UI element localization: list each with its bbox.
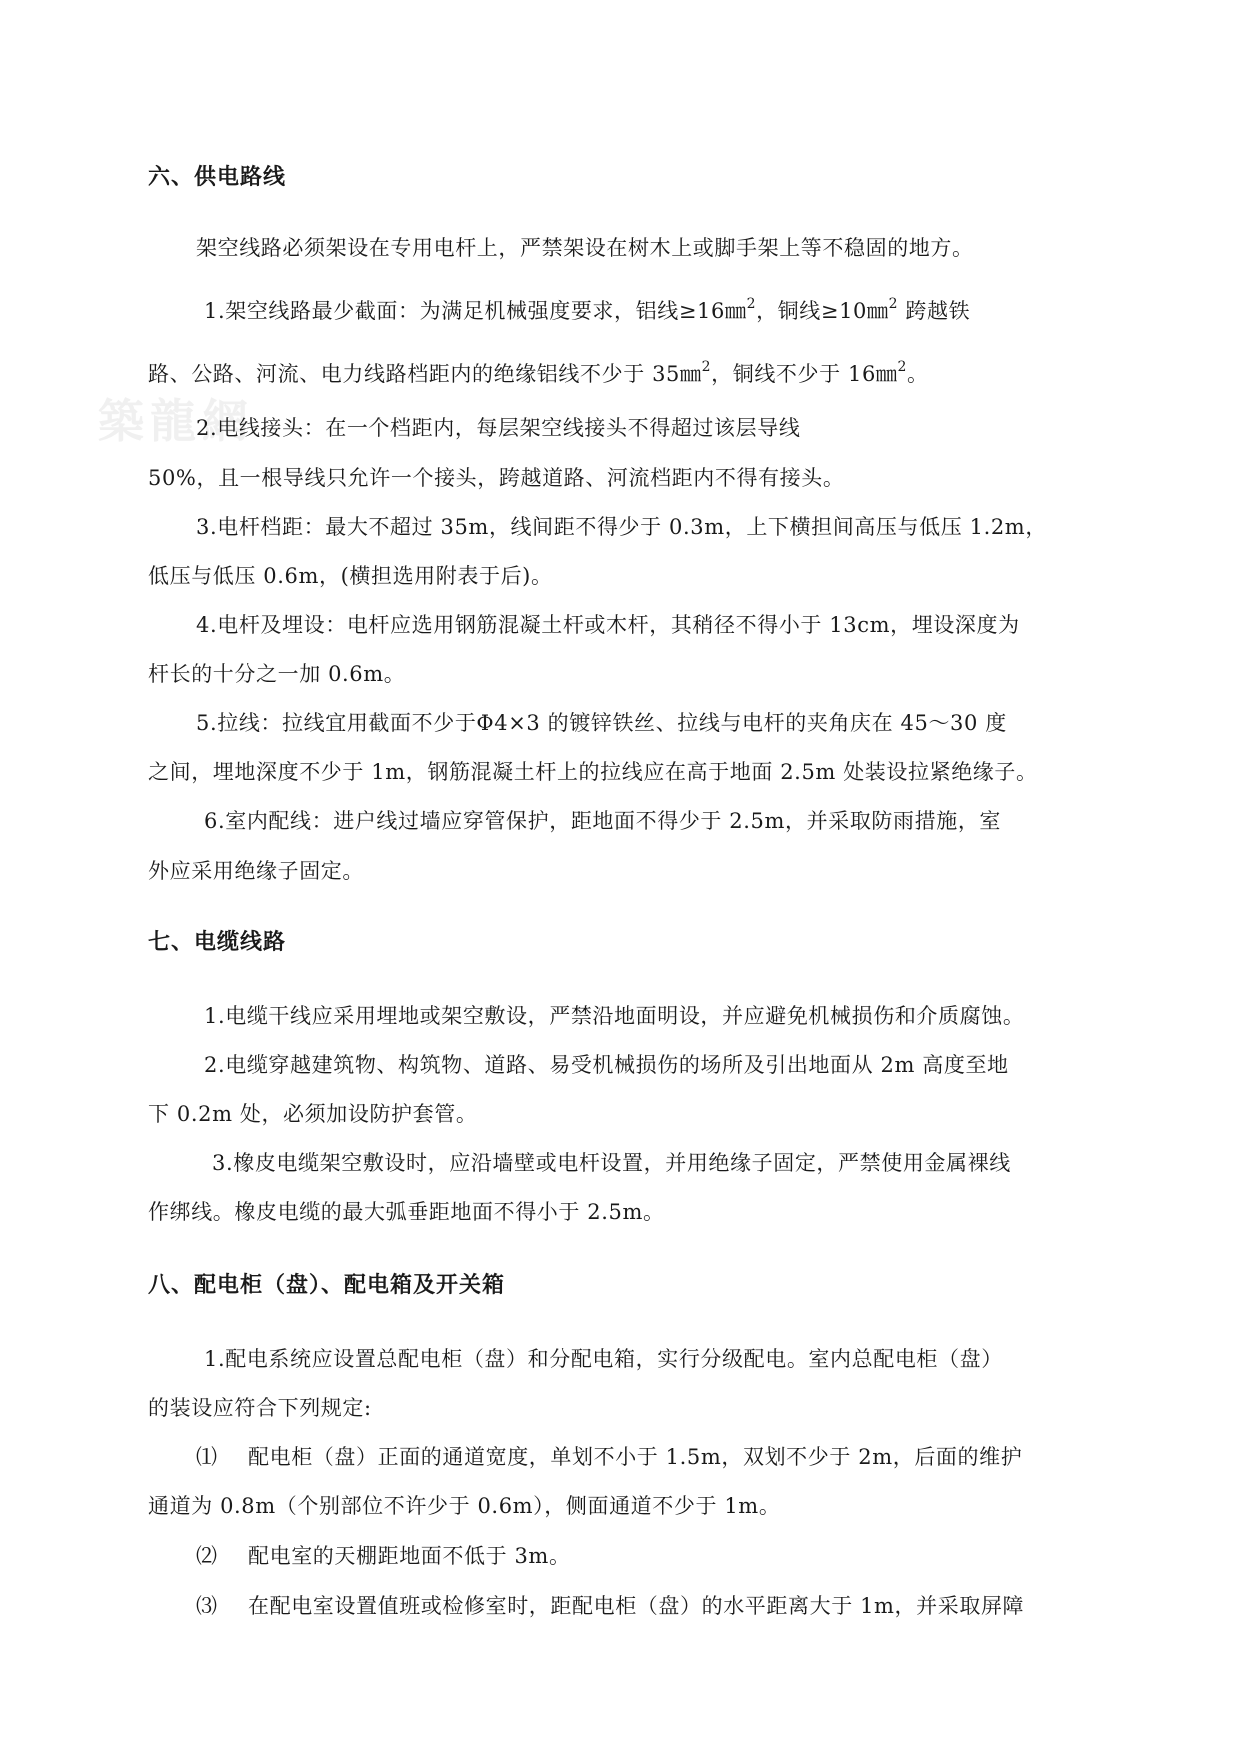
- paragraph-line: 2.电线接头：在一个档距内，每层架空线接头不得超过该层导线: [196, 416, 801, 440]
- paragraph-line: 通道为 0.8m（个别部位不许少于 0.6m），侧面通道不少于 1m。: [148, 1494, 781, 1518]
- paragraph-line: 3.橡皮电缆架空敷设时，应沿墙壁或电杆设置，并用绝缘子固定，严禁使用金属裸线: [212, 1151, 1011, 1175]
- paragraph-line: 外应采用绝缘子固定。: [148, 859, 364, 883]
- paragraph-line: 下 0.2m 处，必须加设防护套管。: [148, 1102, 478, 1126]
- paragraph-line: 作绑线。橡皮电缆的最大弧垂距地面不得小于 2.5m。: [148, 1200, 665, 1224]
- watermark: 築龍網: [98, 394, 254, 448]
- paragraph-line: 1.架空线路最少截面：为满足机械强度要求，铝线≥16㎜$^2$，铜线≥10㎜$^2$ 跨越铁: [204, 296, 971, 323]
- paragraph-line: 低压与低压 0.6m，(横担选用附表于后)。: [148, 564, 553, 588]
- paragraph-line: 6.室内配线：进户线过墙应穿管保护，距地面不得少于 2.5m，并采取防雨措施，室: [204, 809, 1002, 833]
- paragraph-line: 5.拉线：拉线宜用截面不少于Φ4×3 的镀锌铁丝、拉线与电杆的夹角庆在 45～30 度: [196, 711, 1007, 735]
- section-heading-power-lines: 六、供电路线: [148, 165, 287, 190]
- superscript: 2: [897, 359, 908, 375]
- paragraph-line: 架空线路必须架设在专用电杆上，严禁架设在树木上或脚手架上等不稳固的地方。: [196, 236, 974, 260]
- paragraph-line: 配电室的天棚距地面不低于 3m。: [248, 1544, 571, 1568]
- superscript: 2: [701, 359, 712, 375]
- list-marker: ⑵: [196, 1544, 218, 1568]
- paragraph-line: 3.电杆档距：最大不超过 35m，线间距不得少于 0.3m，上下横担间高压与低压 1.2m，: [196, 515, 1047, 539]
- paragraph-line: 之间，埋地深度不少于 1m，钢筋混凝土杆上的拉线应在高于地面 2.5m 处装设拉紧绝缘子。: [148, 760, 1038, 784]
- paragraph-line: 路、公路、河流、电力线路档距内的绝缘铝线不少于 35㎜$^2$，铜线不少于 16㎜$^2$。: [148, 359, 929, 386]
- superscript: 2: [746, 296, 757, 312]
- paragraph-line: 配电柜（盘）正面的通道宽度，单划不小于 1.5m，双划不少于 2m，后面的维护: [248, 1445, 1023, 1469]
- superscript: 2: [888, 296, 899, 312]
- paragraph-line: 杆长的十分之一加 0.6m。: [148, 662, 406, 686]
- paragraph-line: 1.电缆干线应采用埋地或架空敷设，严禁沿地面明设，并应避免机械损伤和介质腐蚀。: [204, 1004, 1025, 1028]
- paragraph-line: 4.电杆及埋设：电杆应选用钢筋混凝土杆或木杆，其稍径不得小于 13cm，埋设深度为: [196, 613, 1020, 637]
- paragraph-line: 的装设应符合下列规定:: [148, 1396, 372, 1420]
- section-heading-distribution: 八、配电柜（盘）、配电箱及开关箱: [148, 1273, 506, 1298]
- section-heading-cable-lines: 七、电缆线路: [148, 930, 287, 955]
- paragraph-line: 1.配电系统应设置总配电柜（盘）和分配电箱，实行分级配电。室内总配电柜（盘）: [204, 1347, 1003, 1371]
- paragraph-line: 在配电室设置值班或检修室时，距配电柜（盘）的水平距离大于 1m，并采取屏障: [248, 1594, 1025, 1618]
- list-marker: ⑶: [196, 1594, 218, 1618]
- paragraph-line: 2.电缆穿越建筑物、构筑物、道路、易受机械损伤的场所及引出地面从 2m 高度至地: [204, 1053, 1009, 1077]
- list-marker: ⑴: [196, 1445, 218, 1469]
- paragraph-line: 50%，且一根导线只允许一个接头，跨越道路、河流档距内不得有接头。: [148, 466, 845, 490]
